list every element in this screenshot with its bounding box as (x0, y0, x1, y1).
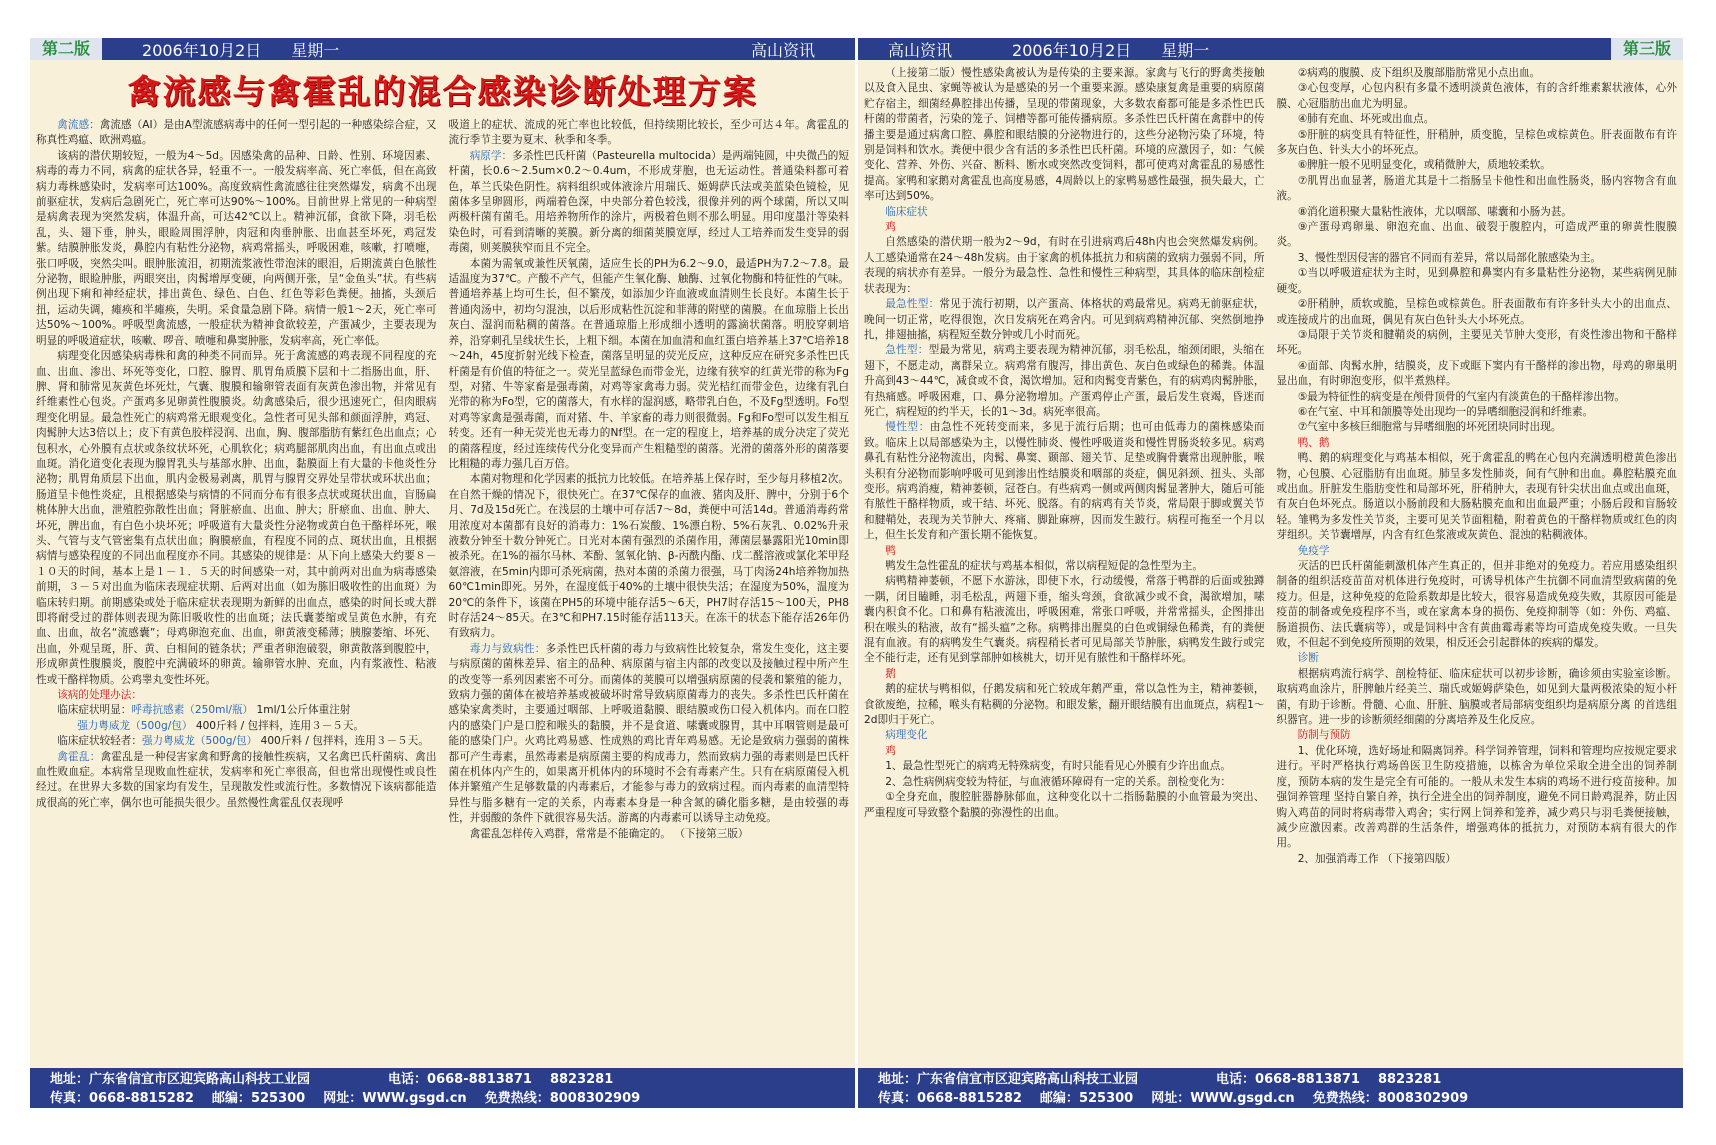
publication-name: 高山资讯 (888, 40, 953, 60)
paragraph: 急性型：型最为常见，病鸡主要表现为精神沉郁，羽毛松乱，缩颈闭眼，头缩在翅下，不愿走动，离群呆立。病鸡常有腹泻，排出黄色、灰白色或绿色的稀粪。体温升高到43～44℃，减食或不食，渴饮增加。冠和肉髯变青紫色，有的病鸡肉髯肿胀，有热痛感。呼吸困难，口、鼻分泌物增加。产蛋鸡停止产蛋，最后发生衰竭，昏迷而死亡，病程短的约半天，长的1～3d。病死率很高。 (864, 344, 1265, 418)
subheading: 临床症状 (885, 205, 928, 218)
drug-name: 强力粤威龙（500g/包） (77, 719, 193, 732)
paragraph: 2、加强消毒工作 （下接第四版） (1297, 852, 1457, 865)
paragraph: 禽流感：禽流感（AI）是由A型流感病毒中的任何一型引起的一种感染综合症，又称真性鸡瘟、欧洲鸡瘟。 (36, 119, 437, 147)
publication-name: 高山资讯 (750, 40, 815, 60)
paragraph: 本菌对物理和化学因素的抵抗力比较低。在培养基上保存时，至少每月移植2次。在自然干燥的情况下，很快死亡。在37℃保存的血液、猪肉及肝、脾中，分别于6个月、7d及15d死亡。在浅层的土壤中可存活7～8d，粪便中可活14d。普通消毒药常用浓度对本菌都有良好的消毒力：1%石炭酸、1%漂白粉、5%石灰乳、0.02%升汞液数分钟至十数分钟死亡。日光对本菌有强烈的杀菌作用，薄菌层暴露阳光10min即被杀死。在1%的福尔马林、苯酚、氢氧化钠、β-丙酰内酯、戊二醛溶液或氯化苯甲羟氨溶液，在5min内即可杀死病菌，热对本菌的杀菌力很强，马丁肉汤24h培养物加热60℃1min即死。另外，在湿度低于40%的土壤中很快失活；在湿度为50%，温度为20℃的条件下，该菌在PH5的环境中能存活5～6天，PH7时存活15～100天，PH8时存活24～85天。在3℃和PH7.15时能存活113天。在冻干的状态下能存活26年仍有致病力。 (448, 473, 849, 640)
edition-label: 第二版 (30, 38, 102, 60)
list-item: ③局限于关节炎和腱鞘炎的病例，主要见关节肿大变形，有炎性渗出物和干酪样坏死。 (1276, 328, 1677, 357)
paragraph: 慢性型：由急性不死转变而来，多见于流行后期；也可由低毒力的菌株感染而致。临床上以局部感染为主，以慢性肺炎、慢性呼吸道炎和慢性胃肠炎较多见。病鸡鼻孔有粘性分泌物流出，肉髯、鼻窦、颞部、翅关节、足垫或胸骨囊常出现肿胀，喉头积有分泌物而影响呼吸可见到渗出性结膜炎和咽部的炎症，偶见斜颈、扭头、头部变形。病鸡消瘦，精神萎顿，冠苍白。有些病鸡一侧或两侧肉髯显著肿大，随后可能有脓性干酪样物质，或干结、坏死、脱落。有的病鸡有关节炎，常局限于脚或翼关节和腱鞘处，表现为关节肿大、疼痛、脚趾麻痹，因而发生跛行。病程可拖至一个月以上，但生长发育和产蛋长期不能恢复。 (864, 421, 1265, 542)
subheading: 诊断 (1297, 652, 1319, 665)
column-2 (1277, 66, 1678, 1056)
paragraph: 禽霍乱怎样传入鸡群，常常是不能确定的。 （下接第三版） (469, 827, 749, 840)
paragraph: 鸭发生急性霍乱的症状与鸡基本相似，常以病程短促的急性型为主。 (885, 560, 1203, 572)
column-1 (36, 118, 437, 1056)
page-three (858, 38, 1683, 1108)
subheading: 最急性型： (885, 298, 940, 311)
paragraph: 该病的潜伏期较短，一般为4～5d。因感染禽的品种、日龄、性别、环境因素、病毒的毒力不同，病禽的症状各异，轻重不一。一般发病率高、死亡率低，但在高致病力毒株感染时，发病率可达100%。高度致病性禽流感往往突然爆发，病禽不出现前驱症状，发病后急剧死亡，死亡率可达90%～100%。目前世界上常见的一种病型是病禽表现为突然发病，体温升高，可达42℃以上。精神沉郁，食欲下降，羽毛松乱，头、翅下垂，肿头，眼睑周围浮肿，肉冠和肉垂肿胀、出血甚至坏死，鸡冠发紫。结膜肿胀发炎，鼻腔内有粘性分泌物，病鸡常摇头，呼吸困难，咳嗽，打喷嚏，张口呼吸，突然尖叫。眼肿胀流泪，初期流浆液性带泡沫的眼泪，后期流黄白色脓性分泌物，眼睑肿胀，两眼突出，肉髯增厚变硬，向两侧开张，呈“金鱼头”状。有些病例出现下痢和神经症状，排出黄色、绿色、白色、红色等彩色粪便。抽搐，头颈后扭，运动失调，瘫痪和半瘫痪，失明。采食量急剧下降。病情一般1～2天，死亡率可达50%～100%。呼吸型禽流感，一般症状为精神食欲较差，产蛋减少，主要表现为明显的呼吸道症状，咳嗽、啰音、喷嚏和鼻窦肿胀，发病率高，死亡率低。 (36, 149, 437, 347)
paragraph: 2、急性病例病变较为特征，与血液循环障碍有一定的关系。剖检变化为： (885, 775, 1231, 788)
issue-date: 2006年10月2日 (142, 40, 262, 60)
footer-phone-2: 8823281 (1377, 1072, 1442, 1087)
paragraph: 鸭、鹅的病理变化与鸡基本相似，死于禽霍乱的鸭在心包内充满透明橙黄色渗出物，心包膜、心冠脂肪有出血斑。肺呈多发性肺炎，间有气肿和出血。鼻腔粘膜充血或出血。肝脏发生脂肪变性和局部坏死，肝稍肿大，表现有针尖状出血点或出血斑，有灰白色坏死点。肠道以小肠前段和大肠粘膜充血和出血最严重；小肠后段和盲肠较轻。雏鸭为多发性关节炎，主要可见关节面粗糙，附着黄色的干酪样物质或红色的肉芽组织。关节囊增厚，内含有红色浆液或灰黄色、混浊的粘稠液体。 (1276, 452, 1677, 542)
paragraph: 根据病鸡流行病学、剖检特征、临床症状可以初步诊断，确诊须由实验室诊断。取病鸡血涂片，肝脾触片经美兰、瑞氏或姬姆萨染色，如见到大量两极浓染的短小杆菌，有助于诊断。骨髓、心血、肝脏、脑膜或者局部病变组织均是病原分离 的首选组织器官。进一步的诊断须经细菌的分离培养及生化反应。 (1276, 667, 1677, 727)
page-two (30, 38, 855, 1108)
issue-weekday: 星期一 (291, 40, 340, 60)
list-item: ⑧消化道积聚大量粘性液体，尤以咽部、嗉囊和小肠为甚。 (1297, 205, 1573, 218)
page-three-header (858, 38, 1683, 60)
paragraph: 鹅的症状与鸭相似，仔鹅发病和死亡较成年鹅严重，常以急性为主，精神萎顿，食欲废绝，拉稀，喉头有粘稠的分泌物。和眼发紫，翻开眼结膜有出血斑点，病程1～2d即归于死亡。 (864, 683, 1265, 727)
subheading: 防制与预防 (1297, 729, 1351, 742)
subheading: 病原学： (469, 149, 513, 162)
footer-address: 广东省信宜市区迎宾路高山科技工业园 (89, 1072, 311, 1087)
list-item: ⑦气室中多核巨细胞常与异嗜细胞的坏死团块同时出现。 (1297, 421, 1562, 434)
subheading: 慢性型： (885, 421, 930, 434)
list-item: ⑥在气室、中耳和颌膜等处出现均一的异嗜细胞浸润和纤维素。 (1297, 405, 1594, 418)
footer-phone: 0668-8813871 (427, 1072, 532, 1087)
subheading: 鸡 (885, 221, 896, 234)
list-item: ④肺有充血、坏死或出血点。 (1297, 113, 1435, 126)
subheading: 毒力与致病性： (469, 642, 546, 655)
list-item: ⑥脾脏一般不见明显变化，或稍微肿大，质地较柔软。 (1297, 159, 1551, 172)
subheading: 禽霍乱： (57, 750, 101, 763)
footer-phone-2: 8823281 (549, 1072, 614, 1087)
footer-website[interactable]: WWW.gsgd.cn (362, 1091, 467, 1106)
paragraph: （上接第二版）慢性感染禽被认为是传染的主要来源。家禽与飞行的野禽类接触以及食入昆虫、家蝇等被认为是感染的另一个重要来源。感染康复禽是重要的病原菌贮存宿主，细菌经鼻腔排出传播，呈现的带菌现象，大多数农畜都可能是多杀性巴氏杆菌的带菌者，污染的笼子、饲槽等都可能传播病原。多杀性巴氏杆菌在禽群中的传播主要是通过病禽口腔、鼻腔和眼结膜的分泌物进行的，这些分泌物污染了环境，特别是饲料和饮水。粪便中很少含有活的多杀性巴氏杆菌。环境的应激因子，如：气候变化、营养、外伤、兴奋、断料、断水或突然改变饲料，都可使鸡对禽霍乱的易感性提高。家鸭和家鹅对禽霍乱也高度易感，4周龄以上的家鸭易感性最强，损失最大，亡率可达到50%。 (864, 67, 1265, 203)
paragraph: 本菌为需氧或兼性厌氧菌，适应生长的PH为6.2～9.0，最适PH为7.2～7.8。最适温度为37℃。产酸不产气，但能产生氧化酶、触酶、过氧化物酶和特征性的气味。普通培养基上均可生长，但不繁茂，如添加少许血液或血清则生长良好。本菌生长于普通肉汤中，初均匀混浊，以后形成粘性沉淀和菲薄的附壁的菌膜。在血琼脂上长出灰白、湿润而粘稠的菌落。在普通琼脂上形成细小透明的露滴状菌落。明胶穿刺培养，沿穿刺孔呈线状生长，上粗下细。本菌在加血清和血红蛋白培养基上37℃培养18～24h，45度折射光线下检查，菌落呈明显的荧光反应，这种反应在研究多杀性巴氏杆菌是有价值的特征之一。荧光呈蓝绿色而带金光，边缘有狭窄的红黄光带的称为Fg型，对猪、牛等家畜是强毒菌，对鸡等家禽毒力弱。荧光桔红而带金色，边缘有乳白光带的称为Fo型，它的菌落大，有水样的湿润感，略带乳白色，不及Fg型透明。Fo型对鸡等家禽是强毒菌，而对猪、牛、羊家畜的毒力则很微弱。Fg和Fo型可以发生相互转变。还有一种无荧光也无毒力的Nf型。在一定的程度上，培养基的成分决定了荧光的菌落程度，经过连续传代分化变异而产生粗糙型的菌落。光滑的菌落外形的菌落要比粗糙的毒力强几百万倍。 (448, 257, 849, 470)
page-two-header (30, 38, 855, 60)
subheading: 急性型： (885, 344, 929, 357)
list-item: ④面部、肉髯水肿，结膜炎，皮下或眶下窦内有干酪样的渗出物，母鸡的卵巢明显出血，有时卵泡变形，似半煮熟样。 (1276, 359, 1677, 388)
subheading: 病理变化 (885, 729, 928, 742)
footer-hotline: 8008302909 (1377, 1091, 1469, 1106)
list-item: ⑤肝脏的病变具有特征性，肝稍肿，质变脆，呈棕色或棕黄色。肝表面散布有许多灰白色、针头大小的坏死点。 (1276, 128, 1677, 157)
list-item: ⑤最为特征性的病变是在颅骨顶骨的气室内有淡黄色的干酪样渗出物。 (1297, 390, 1625, 403)
footer-hotline: 8008302909 (549, 1091, 641, 1106)
continued-note: （下接第三版） (674, 827, 749, 840)
paragraph: 1、优化环境，选好场址和隔离饲养。科学饲养管理，饲料和管理均应按规定要求进行。平时严格执行鸡场兽医卫生防疫措施，以栋舍为单位采取全进全出的饲养制度，预防本病的发生是完全有可能的。一般从未发生本病的鸡场不进行疫苗接种。加强饲养管理 坚持自繁自养，执行全进全出的饲养制度，避免不同日龄鸡混养，防止因购入鸡苗的同时将病毒带入鸡舍；实行网上饲养和笼养，减少鸡只与羽毛粪便接触，减少应激因素。改善鸡群的生活条件，增强鸡体的抵抗力，对预防本病有很大的作用。 (1276, 744, 1677, 850)
issue-weekday: 星期一 (1161, 40, 1210, 60)
treatment-line: 强力粤威龙（500g/包） 400斤料 / 包拌料，连用３－５天。 (77, 719, 365, 732)
footer-website[interactable]: WWW.gsgd.cn (1190, 1091, 1295, 1106)
subheading: 鹅 (885, 667, 896, 680)
treatment-line: 临床症状较轻者：强力粤威龙（500g/包） 400斤料 / 包拌料，连用３－５天。 (57, 735, 429, 748)
main-headline: 禽流感与禽霍乱的混合感染诊断处理方案 (127, 72, 758, 111)
footer-fax: 0668-8815282 (89, 1091, 194, 1106)
treatment-line: 临床症状明显：呼毒抗感素（250ml/瓶） 1ml/1公斤体重注射 (57, 704, 351, 717)
list-item: ②病鸡的腹膜、皮下组织及腹部脂肪常见小点出血。 (1297, 67, 1541, 79)
paragraph: 病鸭精神萎顿，不愿下水游泳，即使下水，行动缓慢，常落于鸭群的后面或独蹲一隅，闭目瞌睡，羽毛松乱，两翅下垂，缩头弯颈，食欲减少或不食，渴欲增加，嗉囊内积食不化。口和鼻有粘液流出，呼吸困难，常张口呼吸，并常常摇头，企图排出积在喉头的粘液，故有“摇头瘟”之称。病鸭排出腥臭的白色或铜绿色稀粪，有的粪便混有血液。有的病鸭发生气囊炎。病程稍长者可见局部关节肿胀，病鸭发生跛行或完全不能行走，还有见到掌部肿如核桃大，切开见有脓性和干酪样坏死。 (864, 575, 1265, 665)
column-1 (864, 66, 1265, 1056)
subheading: 鸭、鹅 (1297, 436, 1330, 449)
page-two-footer: 地址：广东省信宜市区迎宾路高山科技工业园 电话：0668-8813871 8823281 传真：0668-8815282 邮编：525300 网址：WWW.gsgd.cn 免费热线：8008302909 (30, 1068, 855, 1108)
footer-address: 广东省信宜市区迎宾路高山科技工业园 (917, 1072, 1139, 1087)
page-three-columns (864, 66, 1677, 1056)
paragraph: 病理变化因感染病毒株和禽的种类不同而异。死于禽流感的鸡表现不同程度的充血、出血、渗出、坏死等变化，口腔、腺胃、肌胃角质膜下层和十二指肠出血，肝、脾、肾和肺常见灰黄色坏死灶，气囊、腹膜和输卵管表面有灰黄色渗出物，并常见有纤维素性心包炎。产蛋鸡多见卵黄性腹膜炎。幼禽感染后，很少迅速死亡，但肉眼病理变化明显。最急性死亡的病鸡常无眼观变化。急性者可见头部和颜面浮肿，鸡冠、肉髯肿大达3倍以上；皮下有黄色胶样浸润、出血，胸、腹部脂肪有紫红色出血点；心包积水，心外膜有点状或条纹状坏死，心肌软化；病鸡腿部肌肉出血，有出血点或出血斑。消化道变化表现为腺胃乳头与基部水肿、出血，黏膜面上有大量的卡他炎性分泌物；肌胃角质层下出血，肌内金极易剥离，肌胃与腺胃交界处呈带状或环状出血；肠道呈卡他性炎症，且根据感染与病情的不同而分布有很多点状或斑状出血，盲肠扁桃体肿大出血，泄殖腔弥散性出血；肾脏瘀血、出血、肿大；肝瘀血、出血、肿大、坏死，脾出血，有白色小块坏死；呼吸道有大量炎性分泌物或黄白色干酪样坏死，喉头、气管与支气管密集有点状出血；胸膜瘀血，有程度不同的点、斑状出血，且根据病情与感染程度的不同出血程度亦不同。其感染的规律是：从下向上感染大约要８－１０天的时间，基本上是１－１．５天的时间感染一对，其中前两对出血为病毒感染前期，３－５对出血为临床表现症状期、后两对出血（如为胨旧吸收性的出血斑）为临床转归期。前期感染或处于临床症状表现期为新鲜的出血点，感染的时间长或大群即将耐受过的群体则表现为陈旧吸收性的出血斑；法氏囊萎缩或呈黄色水肿，有充血、出血，故名“流感囊”；母鸡卵泡充血、出血，卵黄液变稀薄；胰腺萎缩、坏死、出血，外观呈斑，肝、黄、白相间的链条状；严重者卵泡破裂，卵黄散落到腹腔中，形成卵黄性腹膜炎，腹腔中充满破坏的卵黄。输卵管水肿、充血，内有浆液性、粘液性或干酪样物质。公鸡睾丸变性坏死。 (36, 350, 437, 686)
paragraph: 最急性型：常见于流行初期，以产蛋高、体格状的鸡最常见。病鸡无前驱症状，晚间一切正常，吃得很饱，次日发病死在鸡舍内。可见到病鸡精神沉郁、突然倒地挣扎，排翅抽搐，病程短至数分钟或几小时而死。 (864, 298, 1265, 341)
issue-date: 2006年10月2日 (1012, 40, 1132, 60)
subheading: 鸡 (885, 744, 896, 757)
subheading: 该病的处理办法： (57, 689, 142, 702)
column-2 (449, 118, 850, 1056)
list-item: ①当以呼吸道症状为主时，见到鼻腔和鼻窦内有多量粘性分泌物，某些病例见肺硬变。 (1276, 267, 1677, 295)
footer-postcode: 525300 (250, 1091, 306, 1106)
list-item: ⑦肌胃出血显著，肠道尤其是十二指肠呈卡他性和出血性肠炎，肠内容物含有血液。 (1276, 174, 1677, 203)
paragraph: 3、慢性型因侵害的器官不同而有差异，常以局部化脓感染为主。 (1297, 251, 1602, 264)
page-three-footer: 地址：广东省信宜市区迎宾路高山科技工业园 电话：0668-8813871 8823281 传真：0668-8815282 邮编：525300 网址：WWW.gsgd.cn 免费热线：8008302909 (858, 1068, 1683, 1108)
list-item: ②肝稍肿，质软或脆，呈棕色或棕黄色。肝表面散布有许多针头大小的出血点、或连接成片的出血斑，偶见有灰白色针头大小坏死点。 (1276, 298, 1677, 326)
footer-fax: 0668-8815282 (917, 1091, 1022, 1106)
paragraph: 毒力与致病性：多杀性巴氏杆菌的毒力与致病性比较复杂，常发生变化，这主要与病原菌的菌株差异、宿主的品种、病原菌与宿主内部的改变以及接触过程中所产生的改变等一系列因素密不可分。而菌体的荚膜可以增强病原菌的侵袭和繁殖的能力，致病力强的菌体在被培养基或被破坏时常导致病原菌毒力的丧失。多杀性巴氏杆菌在感染家禽类时，主要通过咽部、上呼吸道黏膜、眼结膜或伤口侵入机体内。而在口腔内的感染门户是口腔和喉头的黏膜，并不是食道、嗉囊或腺胃，其中耳咽管则是最可能的感染门户。火鸡比鸡易感、性成熟的鸡比青年鸡易感。无论是致病力强弱的菌株都可产生毒素，虽然毒素是病原菌主要的构成毒力，然而致病力强的毒素则是巴氏杆菌在机体内产生的，如果离开机体内的环境时不会有毒素产生。只有在病原菌侵入机体并繁殖产生足够数量的内毒素后，才能参与毒力的致病过程。而内毒素的血清型特异性与脂多糖有一定的关系，内毒素本身是一种含氮的磷化脂多糖，是由较强的毒性，并弱酸的条件下就很容易失活。游离的内毒素可以诱导主动免疫。 (448, 642, 849, 825)
paragraph: 禽霍乱：禽霍乱是一种侵害家禽和野禽的接触性疾病，又名禽巴氏杆菌病、禽出血性败血症。本病常呈现败血性症状，发病率和死亡率很高，但也常出现慢性或良性经过。在世界大多数的国家均有发生，呈现散发性或流行性。多数情况下该病都能造成很高的死亡率，偶尔也可能损失很少。虽然慢性禽霍乱仅表现呼 (36, 750, 437, 809)
paragraph: 自然感染的潜伏期一般为2～9d，有时在引进病鸡后48h内也会突然爆发病例。人工感染通常在24～48h发病。由于家禽的机体抵抗力和病菌的致病力强弱不同，所表现的病状亦有差异。一般分为最急性、急性和慢性三种病型，其具体的临床剖检症状表现为： (864, 236, 1265, 295)
footer-postcode: 525300 (1078, 1091, 1134, 1106)
list-item: ⑨产蛋母鸡卵巢、卵泡充血、出血、破裂于腹腔内，可造成严重的卵黄性腹膜炎。 (1276, 221, 1677, 249)
paragraph: 1、最急性型死亡的病鸡无特殊病变，有时只能看见心外膜有少许出血点。 (885, 760, 1231, 773)
paragraph: 灭活的巴氏杆菌能刺激机体产生真正的，但并非绝对的免疫力。若应用感染组织制备的组织活疫苗苗对机体进行免疫时，可诱导机体产生抗御不同血清型致病菌的免疫力。但是，这种免疫的危险系数却是比较大，很容易造成免疫失败，其原因可能是疫苗的制备或免疫程序不当，或在家禽本身的损伤、免疫抑制等（如：外伤、鸡瘟、肠道损伤、法氏囊病等），或是饲料中含有黄曲霉毒素等均可造成免疫失败。一旦失败，不但起不到免疫所预期的效果，相反还会引起群体的疾病的爆发。 (1276, 560, 1677, 650)
list-item: ③心包变厚，心包内积有多量不透明淡黄色液体，有的含纤维素絮状液体，心外膜、心冠脂肪出血尤为明显。 (1276, 82, 1677, 110)
subheading: 免疫学 (1297, 544, 1330, 557)
edition-label: 第三版 (1611, 38, 1683, 60)
continued-note: （下接第四版） (1381, 852, 1457, 865)
paragraph: 吸道上的症状、流成的死亡率也比较低，但持续期比较长，至少可达４年。禽霍乱的流行季节主要为夏末、秋季和冬季。 (448, 119, 849, 147)
drug-name: 强力粤威龙（500g/包） (141, 735, 258, 748)
drug-name: 呼毒抗感素（250ml/瓶） (131, 704, 254, 717)
paragraph: ①全身充血，腹腔脏器静脉郁血，这种变化以十二指肠黏膜的小血管最为突出、严重程度可导致整个黏膜的弥漫性的出血。 (864, 791, 1265, 819)
subheading: 鸭 (885, 544, 896, 557)
subheading: 禽流感： (57, 119, 100, 131)
footer-phone: 0668-8813871 (1255, 1072, 1360, 1087)
page-two-columns (36, 118, 849, 1056)
paragraph: 病原学：多杀性巴氏杆菌（Pasteurella multocida）是两端钝圆，中央微凸的短杆菌，长0.6～2.5um×0.2～0.4um，不形成芽胞，也无运动性。普通染料都可着色，革兰氏染色阴性。病料组织或体液涂片用瑞氏、姬姆萨氏法或美蓝染色镜检，见菌体多呈卵圆形，两端着色深，中央部分着色较浅，很像并列的两个球菌，所以又叫两极杆菌有菌毛。用培养物所作的涂片，两极着色则不那么明显。用印度墨汁等染料染色时，可看到清晰的荚膜。新分离的细菌荚膜宽厚，经过人工培养而发生变异的弱毒菌，则荚膜狭窄而且不完全。 (448, 149, 849, 255)
